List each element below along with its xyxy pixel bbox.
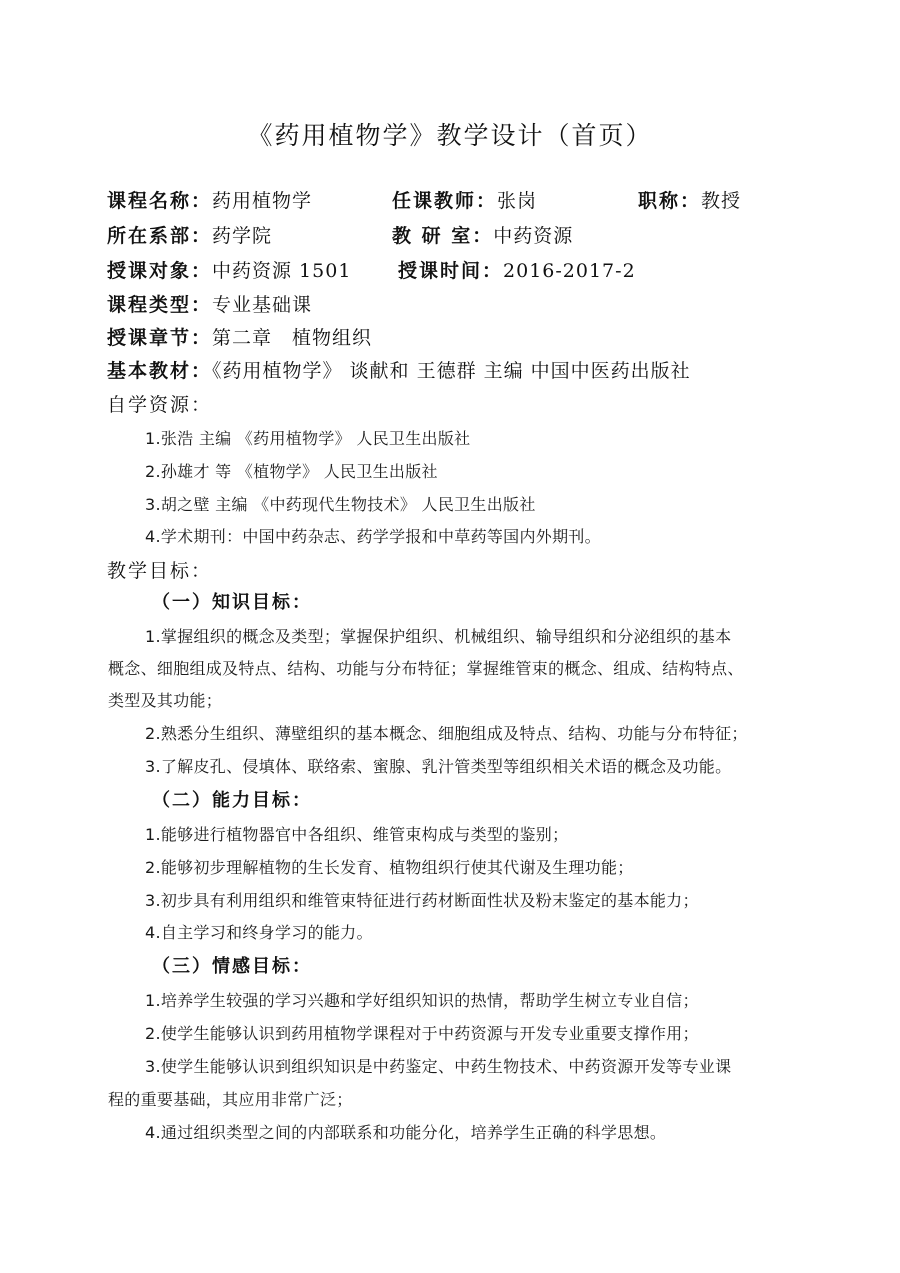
emotion-line: 2.使学生能够认识到药用植物学课程对于中药资源与开发专业重要支撑作用； [145,1024,699,1043]
ability-line: 2.能够初步理解植物的生长发育、植物组织行使其代谢及生理功能； [145,858,634,877]
ability-line: 3.初步具有利用组织和维管束特征进行药材断面性状及粉末鉴定的基本能力； [145,891,699,910]
knowledge-line: 1.掌握组织的概念及类型；掌握保护组织、机械组织、输导组织和分泌组织的基本 [145,627,732,646]
knowledge-line: 3.了解皮孔、侵填体、联络索、蜜腺、乳汁管类型等组织相关术语的概念及功能。 [145,757,732,776]
time-value: 2016-2017-2 [503,260,636,282]
audience-row [107,256,351,283]
department-value: 药学院 [212,225,273,247]
knowledge-line: 概念、细胞组成及特点、结构、功能与分布特征；掌握维管束的概念、组成、结构特点、 [108,659,744,678]
emotion-line: 程的重要基础，其应用非常广泛； [108,1090,353,1109]
knowledge-line: 2.熟悉分生组织、薄壁组织的基本概念、细胞组成及特点、结构、功能与分布特征； [145,724,748,743]
type-label: 课程类型： [107,294,213,316]
office-label: 教 研 室： [392,225,494,247]
rank-label: 职称： [638,190,702,212]
ability-line: 4.自主学习和终身学习的能力。 [145,923,373,942]
course-name-value: 药用植物学 [212,190,313,212]
time-row [398,256,636,283]
self-study-heading: 自学资源： [107,394,213,416]
knowledge-heading: （一）知识目标： [152,592,312,613]
department-row [107,221,272,248]
office-value: 中药资源 [493,225,574,247]
emotion-line: 4.通过组织类型之间的内部联系和功能分化，培养学生正确的科学思想。 [145,1123,667,1142]
knowledge-line: 类型及其功能； [108,691,223,710]
self-study-item: 1.张浩 主编 《药用植物学》 人民卫生出版社 [145,429,471,448]
office-row [392,221,573,248]
audience-value: 中药资源 1501 [212,260,352,282]
emotion-line: 1.培养学生较强的学习兴趣和学好组织知识的热情，帮助学生树立专业自信； [145,991,699,1010]
page-title: 《药用植物学》教学设计（首页） [247,121,653,150]
ability-heading: （二）能力目标： [152,790,312,811]
textbook-label: 基本教材： [107,360,213,382]
self-study-item: 2.孙雄才 等 《植物学》 人民卫生出版社 [145,462,438,481]
course-name-row [107,186,312,213]
teacher-value: 张岗 [497,190,538,212]
rank-value: 教授 [701,190,742,212]
rank-row [638,186,741,213]
type-row [107,290,312,317]
textbook-value: 《药用植物学》 谈献和 王德群 主编 中国中医药出版社 [212,360,691,382]
textbook-row [107,356,691,383]
objectives-heading: 教学目标： [107,560,213,582]
audience-label: 授课对象： [107,260,213,282]
self-study-item: 4.学术期刊：中国中药杂志、药学学报和中草药等国内外期刊。 [145,527,601,546]
department-label: 所在系部： [107,225,213,247]
ability-line: 1.能够进行植物器官中各组织、维管束构成与类型的鉴别； [145,825,569,844]
course-name-label: 课程名称： [107,190,213,212]
self-study-item: 3.胡之壁 主编 《中药现代生物技术》 人民卫生出版社 [145,495,536,514]
teacher-row [392,186,537,213]
chapter-value: 第二章 植物组织 [212,327,373,349]
emotion-heading: （三）情感目标： [152,956,312,977]
teacher-label: 任课教师： [392,190,498,212]
chapter-label: 授课章节： [107,327,213,349]
time-label: 授课时间： [398,260,504,282]
type-value: 专业基础课 [212,294,313,316]
chapter-row [107,323,372,350]
emotion-line: 3.使学生能够认识到组织知识是中药鉴定、中药生物技术、中药资源开发等专业课 [145,1057,732,1076]
